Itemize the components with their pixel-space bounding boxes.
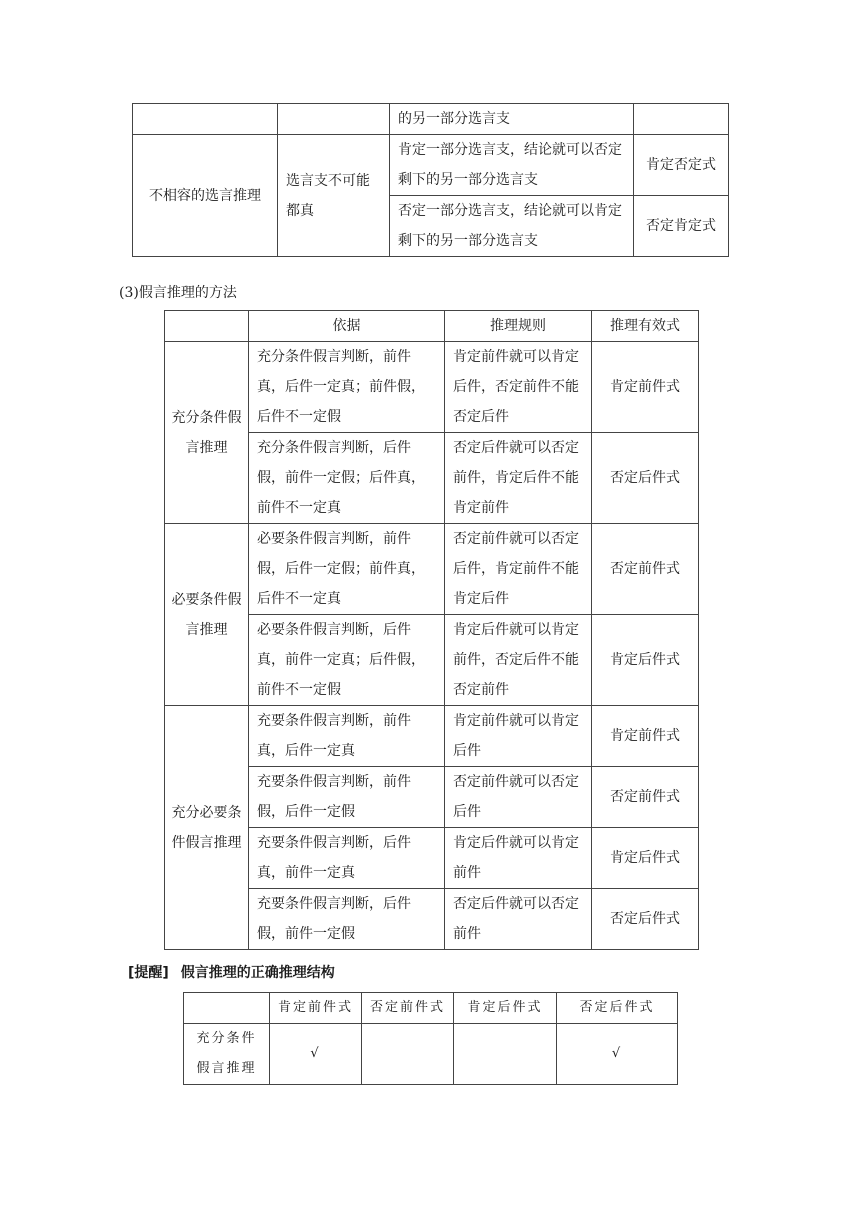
table-cell	[278, 104, 390, 135]
tip-heading	[128, 962, 335, 982]
header-cell: 推理有效式	[592, 311, 699, 342]
header-cell	[165, 311, 249, 342]
inference-type-cell: 充分条件假言推理	[165, 342, 249, 524]
basis-cell: 充要条件假言判断，前件真，后件一定真	[249, 706, 445, 767]
valid-form-cell: 肯定前件式	[592, 706, 699, 767]
valid-form-cell: 否定肯定式	[634, 196, 729, 257]
row-label-cell: 充分条件假言推理	[184, 1024, 270, 1085]
header-cell: 肯定前件式	[270, 993, 362, 1024]
section-heading: (3)假言推理的方法	[119, 285, 237, 301]
table-row	[165, 524, 699, 615]
check-cell: √	[557, 1024, 678, 1085]
basis-cell: 充要条件假言判断，前件假，后件一定假	[249, 767, 445, 828]
header-cell: 否定后件式	[557, 993, 678, 1024]
tip-title: 假言推理的正确推理结构	[180, 965, 335, 981]
valid-form-cell: 否定后件式	[592, 889, 699, 950]
valid-form-cell: 否定前件式	[592, 524, 699, 615]
valid-form-cell: 肯定前件式	[592, 342, 699, 433]
valid-form-cell: 否定前件式	[592, 767, 699, 828]
rule-cell: 否定后件就可以否定前件，肯定后件不能肯定前件	[445, 433, 592, 524]
header-cell: 推理规则	[445, 311, 592, 342]
table-cell	[133, 104, 278, 135]
valid-form-cell: 肯定否定式	[634, 135, 729, 196]
rule-cell: 否定一部分选言支，结论就可以肯定剩下的另一部分选言支	[390, 196, 634, 257]
rule-cell: 肯定一部分选言支，结论就可以否定剩下的另一部分选言支	[390, 135, 634, 196]
header-cell: 依据	[249, 311, 445, 342]
basis-cell: 充要条件假言判断，后件真，前件一定真	[249, 828, 445, 889]
table-row	[165, 706, 699, 767]
inference-type-cell: 不相容的选言推理	[133, 135, 278, 257]
basis-cell: 必要条件假言判断，后件真，前件一定真；后件假，前件不一定假	[249, 615, 445, 706]
table-header-row	[165, 311, 699, 342]
rule-cell: 否定后件就可以否定前件	[445, 889, 592, 950]
hypothetical-inference-table	[164, 310, 699, 950]
header-cell: 否定前件式	[362, 993, 454, 1024]
table-row	[184, 1024, 678, 1085]
basis-cell: 充分条件假言判断，后件假，前件一定假；后件真，前件不一定真	[249, 433, 445, 524]
basis-cell: 必要条件假言判断，前件假，后件一定假；前件真，后件不一定真	[249, 524, 445, 615]
inference-structure-table	[183, 992, 678, 1085]
table-header-row	[184, 993, 678, 1024]
rule-cell: 的另一部分选言支	[390, 104, 634, 135]
check-cell	[454, 1024, 557, 1085]
rule-cell: 否定前件就可以否定后件	[445, 767, 592, 828]
basis-cell: 选言支不可能都真	[278, 135, 390, 257]
table-row	[133, 135, 729, 196]
rule-cell: 肯定前件就可以肯定后件	[445, 706, 592, 767]
disjunctive-inference-table	[132, 103, 729, 257]
table-cell	[634, 104, 729, 135]
inference-type-cell: 必要条件假言推理	[165, 524, 249, 706]
check-cell: √	[270, 1024, 362, 1085]
valid-form-cell: 肯定后件式	[592, 615, 699, 706]
valid-form-cell: 肯定后件式	[592, 828, 699, 889]
basis-cell: 充分条件假言判断，前件真，后件一定真；前件假，后件不一定假	[249, 342, 445, 433]
rule-cell: 否定前件就可以否定后件，肯定前件不能肯定后件	[445, 524, 592, 615]
table-row	[133, 104, 729, 135]
valid-form-cell: 否定后件式	[592, 433, 699, 524]
check-cell	[362, 1024, 454, 1085]
header-cell: 肯定后件式	[454, 993, 557, 1024]
rule-cell: 肯定前件就可以肯定后件，否定前件不能否定后件	[445, 342, 592, 433]
table-row	[165, 342, 699, 433]
rule-cell: 肯定后件就可以肯定前件，否定后件不能否定前件	[445, 615, 592, 706]
rule-cell: 肯定后件就可以肯定前件	[445, 828, 592, 889]
header-cell	[184, 993, 270, 1024]
inference-type-cell: 充分必要条件假言推理	[165, 706, 249, 950]
tip-tag: [提醒]	[128, 965, 169, 981]
basis-cell: 充要条件假言判断，后件假，前件一定假	[249, 889, 445, 950]
